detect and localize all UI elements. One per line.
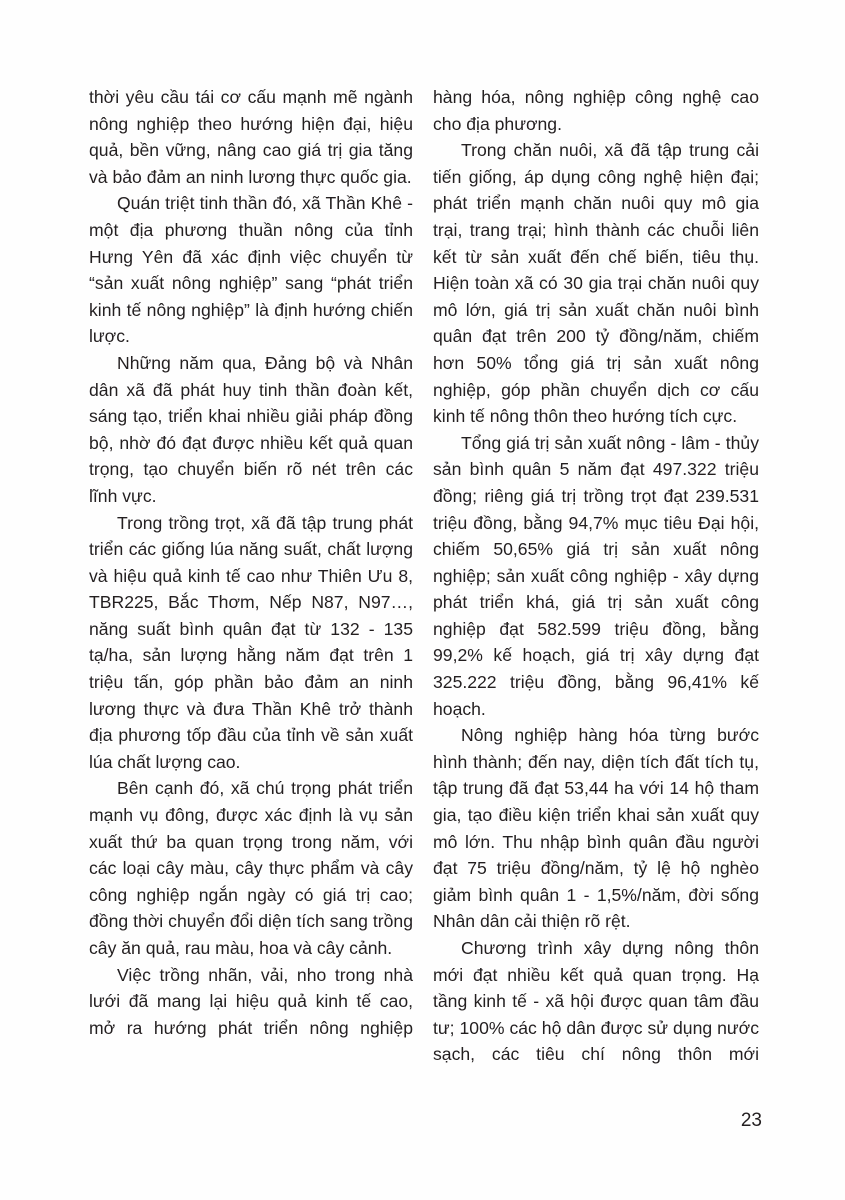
right-column — [433, 84, 759, 1068]
paragraph: Việc trồng nhãn, vải, nho trong nhà lưới đã mang lại hiệu quả kinh tế cao, mở ra hướng phát triển nông nghiệp — [89, 964, 413, 1038]
paragraph: Trong chăn nuôi, xã đã tập trung cải tiến giống, áp dụng công nghệ hiện đại; phát triển mạnh chăn nuôi quy mô gia trại, trang trại; hình thành các chuỗi liên kết từ sản xuất đến chế biến, tiêu thụ. Hiện toàn xã có 30 gia trại chăn nuôi quy mô lớn, giá trị sản xuất chăn nuôi bình quân đạt trên 200 tỷ đồng/năm, chiếm hơn 50% tổng giá trị sản xuất nông nghiệp, góp phần chuyển dịch cơ cấu kinh tế nông thôn theo hướng tích cực. — [433, 140, 759, 427]
paragraph: Những năm qua, Đảng bộ và Nhân dân xã đã phát huy tinh thần đoàn kết, sáng tạo, triển khai nhiều giải pháp đồng bộ, nhờ đó đạt được nhiều kết quả quan trọng, tạo chuyển biến rõ nét trên các lĩnh vực. — [89, 352, 413, 506]
paragraph: Quán triệt tinh thần đó, xã Thần Khê - một địa phương thuần nông của tỉnh Hưng Yên đã xác định việc chuyển từ “sản xuất nông nghiệp” sang “phát triển kinh tế nông nghiệp” là định hướng chiến lược. — [89, 193, 413, 347]
paragraph: Chương trình xây dựng nông thôn mới đạt nhiều kết quả quan trọng. Hạ tầng kinh tế - xã hội được quan tâm đầu tư; 100% các hộ dân được sử dụng nước sạch, các tiêu chí nông thôn mới — [433, 938, 759, 1065]
paragraph: Bên cạnh đó, xã chú trọng phát triển mạnh vụ đông, được xác định là vụ sản xuất thứ ba quan trọng trong năm, với các loại cây màu, cây thực phẩm và cây công nghiệp ngắn ngày có giá trị cao; đồng thời chuyển đổi diện tích sang trồng cây ăn quả, rau màu, hoa và cây cảnh. — [89, 778, 413, 958]
paragraph: Tổng giá trị sản xuất nông - lâm - thủy sản bình quân 5 năm đạt 497.322 triệu đồng; riêng giá trị trồng trọt đạt 239.531 triệu đồng, bằng 94,7% mục tiêu Đại hội, chiếm 50,65% giá trị sản xuất nông nghiệp; sản xuất công nghiệp - xây dựng phát triển khá, giá trị sản xuất công nghiệp đạt 582.599 triệu đồng, bằng 99,2% kế hoạch, giá trị xây dựng đạt 325.222 triệu đồng, bằng 96,41% kế hoạch. — [433, 432, 759, 719]
paragraph: thời yêu cầu tái cơ cấu mạnh mẽ ngành nông nghiệp theo hướng hiện đại, hiệu quả, bền vững, nâng cao giá trị gia tăng và bảo đảm an ninh lương thực quốc gia. — [89, 87, 413, 187]
page-number: 23 — [740, 1110, 762, 1131]
paragraph: Trong trồng trọt, xã đã tập trung phát triển các giống lúa năng suất, chất lượng và hiệu quả kinh tế cao như Thiên Ưu 8, TBR225, Bắc Thơm, Nếp N87, N97…, năng suất bình quân đạt từ 132 - 135 tạ/ha, sản lượng hằng năm đạt trên 1 triệu tấn, góp phần bảo đảm an ninh lương thực và đưa Thần Khê trở thành địa phương tốp đầu của tỉnh về sản xuất lúa chất lượng cao. — [89, 512, 413, 772]
paragraph: hàng hóa, nông nghiệp công nghệ cao cho địa phương. — [433, 87, 759, 134]
paragraph: Nông nghiệp hàng hóa từng bước hình thành; đến nay, diện tích đất tích tụ, tập trung đã đạt 53,44 ha với 14 hộ tham gia, tạo điều kiện triển khai sản xuất quy mô lớn. Thu nhập bình quân đầu người đạt 75 triệu đồng/năm, tỷ lệ hộ nghèo giảm bình quân 1 - 1,5%/năm, đời sống Nhân dân cải thiện rõ rệt. — [433, 725, 759, 932]
left-column — [89, 84, 413, 1041]
